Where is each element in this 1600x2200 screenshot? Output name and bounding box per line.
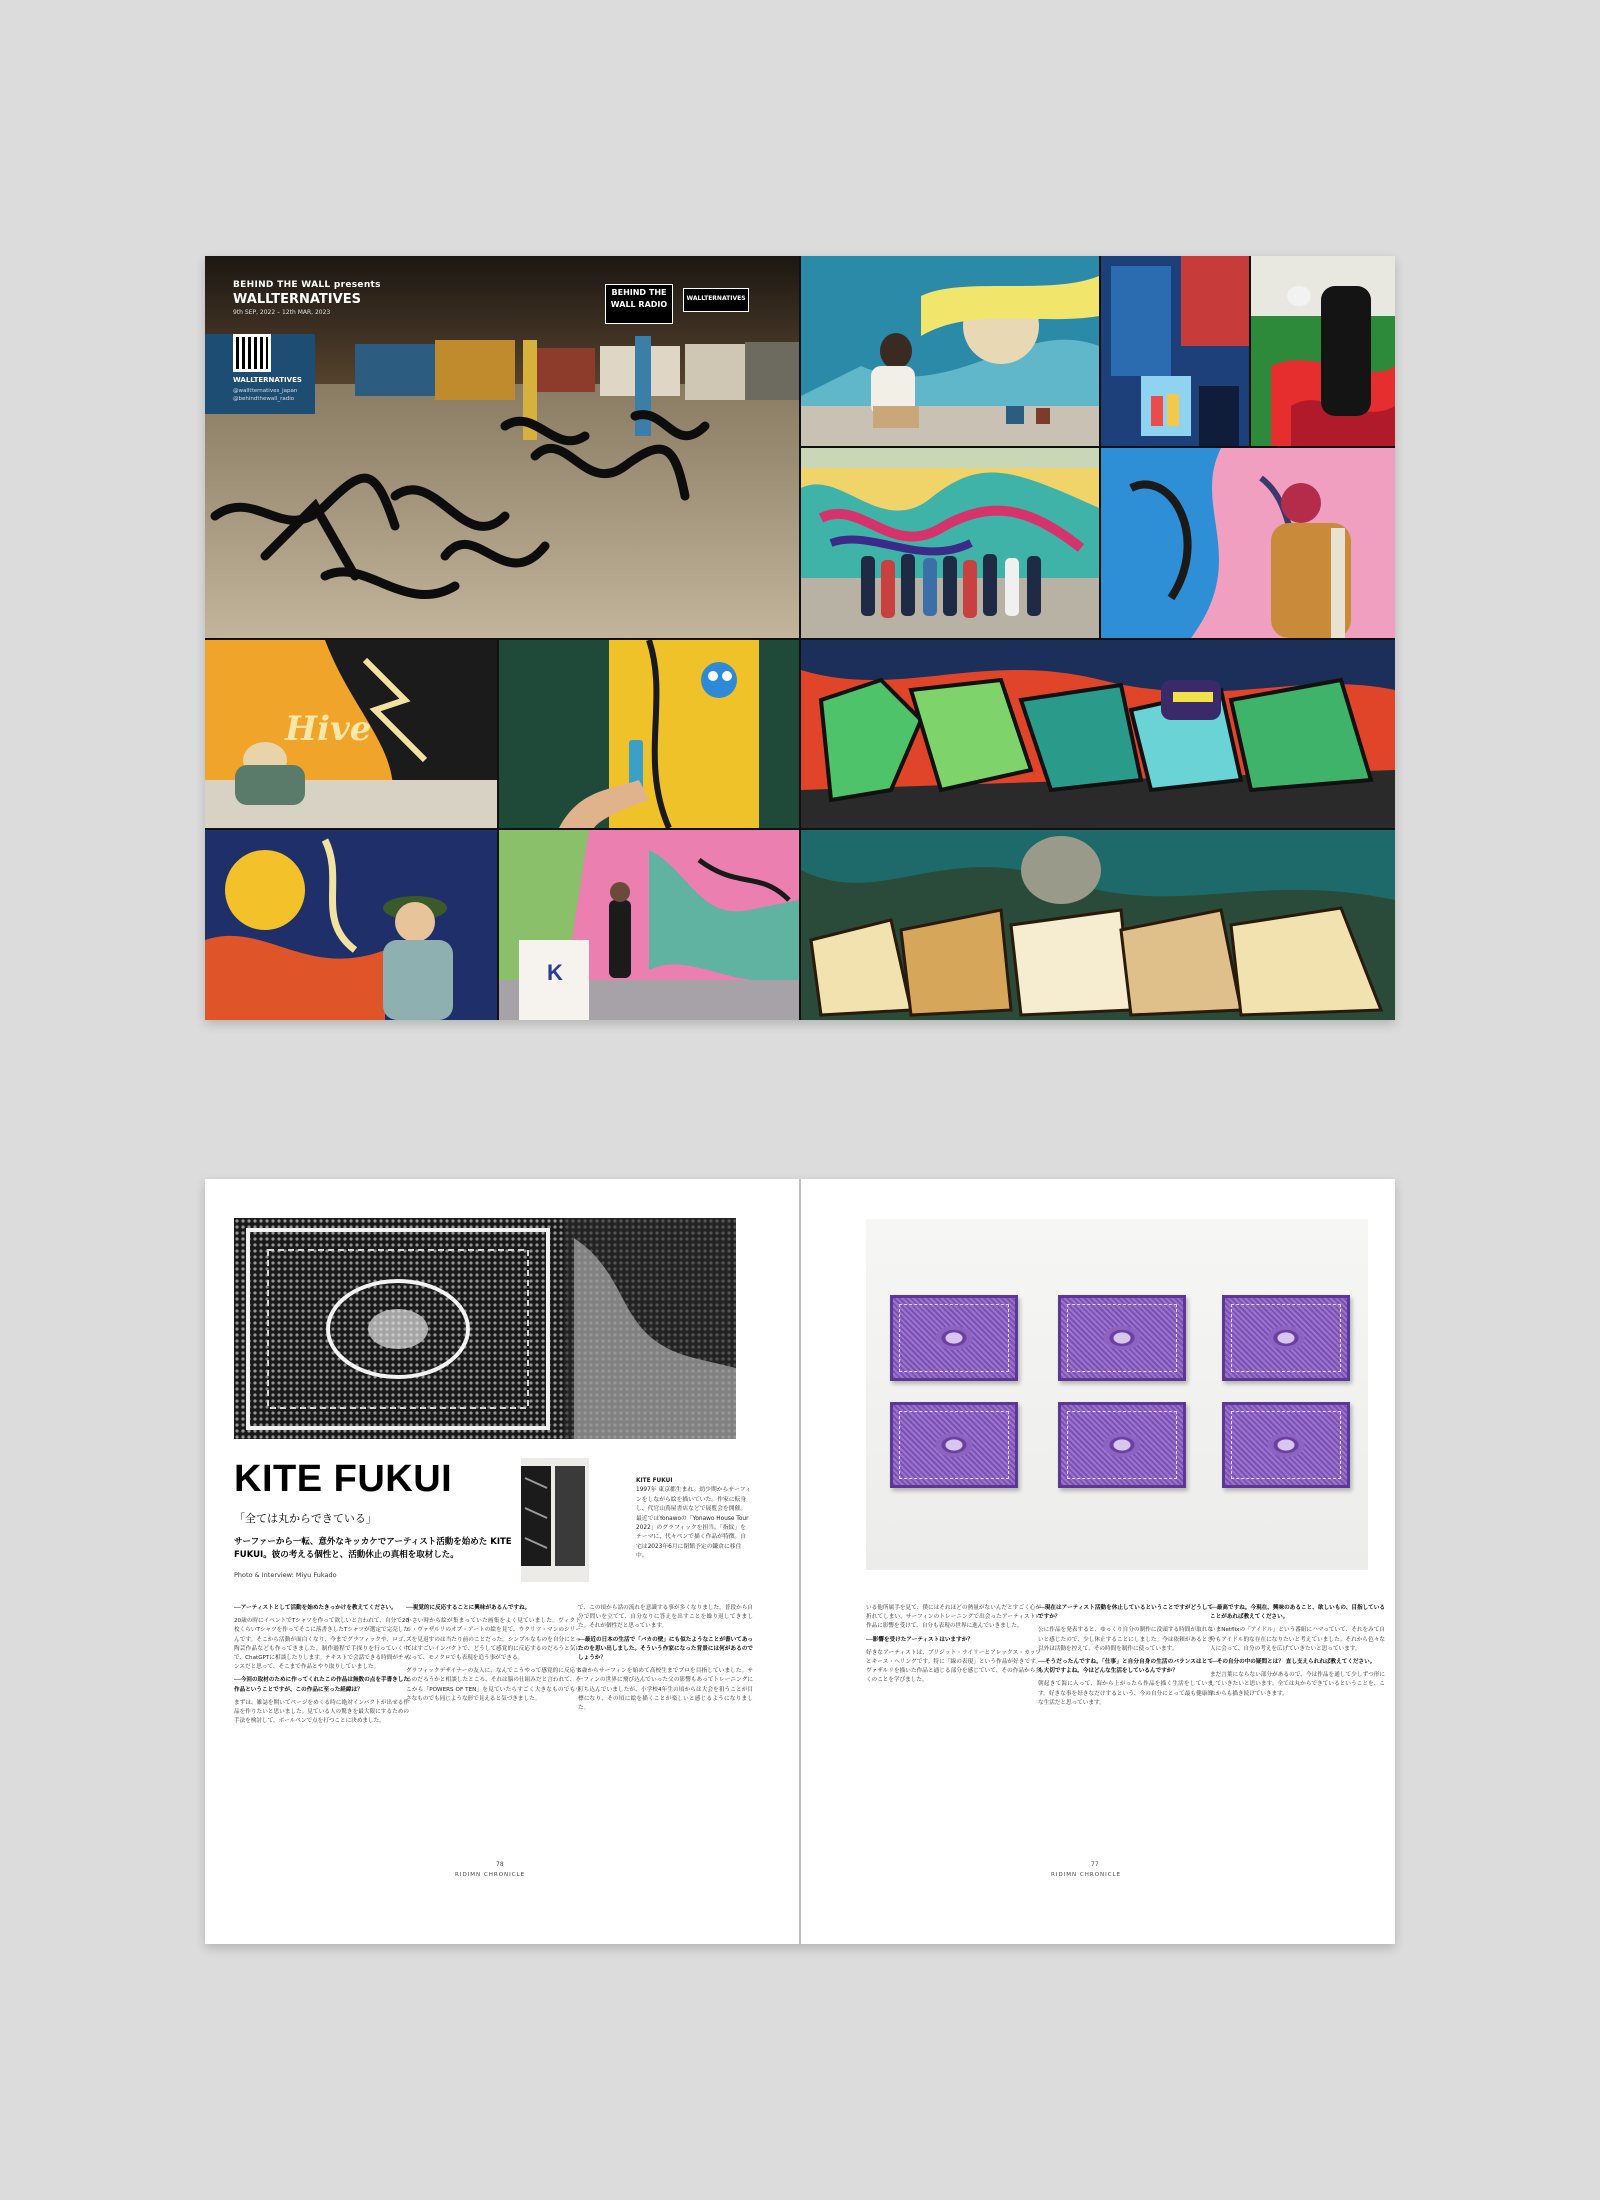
purple-rug-artwork <box>1222 1402 1350 1488</box>
purple-rug-artwork <box>1058 1402 1186 1488</box>
hero-dates: 9th SEP, 2022 – 12th MAR, 2023 <box>233 309 331 316</box>
photo-spray-cans-vertical <box>1101 256 1249 446</box>
photo-graffiti-piece-portrait <box>801 830 1395 1020</box>
photo-graffiti-piece-green <box>801 640 1395 828</box>
handle-1: @walltternatives_japan <box>233 388 298 394</box>
handle-2: @behindthewall_radio <box>233 396 295 402</box>
qr-caption: WALLTERNATIVES <box>233 376 302 384</box>
hero-title: WALLTERNATIVES <box>233 292 361 307</box>
photo-artist-crouching-yellow-wall <box>205 640 497 828</box>
mural-lettering: Hive <box>285 709 372 749</box>
answer: まだ言葉にならない部分があるので、今は作品を通して少しずつ形にしていきたいと思います。全ては丸からできているということを、これからも描き続けていきます。 <box>1210 1672 1385 1697</box>
answer: 公に作品を発表すると、ゆっくり自分の制作に没頭する時間が取れないと感じたので、少し休止することにしました。今は依頼があるとき以外は活動を控えて、その時間を制作に使っています。 <box>1038 1627 1213 1652</box>
answer: いまNetflixの「アイドル」という番組にハマっていて、それをみて自分もアイドル的な存在になりたいと考えていました。それから色々な人に会って、自分の考えを広げていきたいと思っています。 <box>1210 1627 1385 1652</box>
purple-rug-artwork <box>1222 1295 1350 1381</box>
purple-rug-artwork <box>890 1402 1018 1488</box>
hero-presents: BEHIND THE WALL presents <box>233 280 381 290</box>
photo-artist-back-pink-wall <box>1101 448 1395 638</box>
profile-body: 1997年 東京都生まれ。幼少期からサーフィンをしながら絵を描いていた。作家に転身し、代官山蔦屋書店などで展覧会を開催。最近ではYonawoの「Yonawo House Tour 2022」のグラフィックを担当。「指紋」をテーマに、代々ペンで描く作品が特徴。自宅は2023年6月に閉館予定の鎌倉に移住中。 <box>636 1487 751 1560</box>
article-subtitle: 「全ては丸からできている」 <box>234 1512 377 1525</box>
question: ──そうだったんですね。「仕事」と自分自身の生活のバランスはとても大切ですよね。今はどんな生活をしているんですか？ <box>1038 1659 1213 1675</box>
photo-artist-kneeling-mural <box>801 256 1099 446</box>
folio-left: RIDIMN CHRONICLE <box>455 1872 526 1878</box>
answer: 朝起きて海に入って、海から上がったら作品を描く生活をしています。好きな事を好きなだけするという、今の自分にとって最も健康的な生活だと思っています。 <box>1038 1681 1213 1706</box>
article-lede: サーファーから一転、意外なキッカケでアーティスト活動を始めた KITE FUKUI。彼の考える個性と、活動休止の真相を取材した。 <box>234 1537 512 1560</box>
question: ──視覚的に反応することに興味があるんですね。 <box>406 1605 531 1611</box>
photo-artist-green-hat-mural <box>205 830 497 1020</box>
question: ──影響を受けたアーティストはいますか？ <box>866 1636 973 1643</box>
purple-rug-artwork <box>890 1295 1018 1381</box>
behind-the-wall-radio-logo: BEHIND THE WALL RADIO <box>605 284 673 324</box>
profile-name: KITE FUKUI <box>636 1478 673 1484</box>
hero-photo-exhibition-hall <box>205 256 799 638</box>
folio-right: RIDIMN CHRONICLE <box>1051 1872 1122 1878</box>
article-column-4 <box>866 1604 1041 1690</box>
profile-photo <box>521 1458 589 1582</box>
answer: 小さい時から絵が集まっていた画集をよく見ていました。ヴィクトル・ヴァザルリのオプ・アートの絵を見て、ウクリツ・マンのシリーズを見返すのは当たり前のことだった。シンプルなものを自分にとってはすごいインパクトで、どうして感覚的に反応するのだろうと気になって、モノクロでも表現を追う事ができる。 <box>406 1618 581 1662</box>
article-column-3 <box>578 1604 753 1717</box>
spread-gutter <box>799 1179 801 1944</box>
question: ──最近の日本の生活で「バカの壁」にも似たようなことが書いてあったのを思い出しました。そういう作家になった背景には何があるのでしょうか？ <box>578 1636 753 1662</box>
answer: グラフィックデザイナーの友人に、なんでこうやって感覚的に反応するのだろうかと相談したところ、それは脳の仕組みだと言われて、そこから「POWERS OF TEN」を見ていたらすごく大きなものでも小さなものでも同じような形で見えると気づきました。 <box>406 1668 581 1702</box>
halftone-rug-artwork <box>234 1218 736 1439</box>
article-column-6 <box>1210 1604 1385 1703</box>
social-handles <box>233 387 297 403</box>
answer: いる他所属手を見て、僕にはそれほどの熱量がないんだとすごく心が折れてしまい、サーフィンのトレーニングで出会ったアーティストの作品に影響を受けて、自分も表現の世界に進んでいきました。 <box>866 1605 1041 1630</box>
question: ──現在はアーティスト活動を休止しているということですがどうしてですか？ <box>1038 1605 1213 1621</box>
page-number-right: 77 <box>1091 1861 1099 1868</box>
profile-text <box>636 1477 751 1562</box>
answer: 5歳からサーフィンを始めて高校生までプロを目指していました。サーフィンの世界に飛び込んでいった父の影響もあってトレーニングに打ち込んでいましたが、小学校4年生の頃からは大会を狙うことが目標になり、その頃に絵を描くことが楽しいと感じるようになりました。 <box>578 1668 753 1712</box>
magazine-spread-photos <box>205 256 1395 1020</box>
answer: で、この頃から話の流れを意識する事が多くなりました。普段から自分で問いを立てて、自分なりに答えを出すことを繰り返してきました。それが個性だと思っています。 <box>578 1605 753 1630</box>
photo-hand-spray-can <box>499 640 799 828</box>
photo-painting-hand-green <box>1251 256 1395 446</box>
article-column-2 <box>406 1604 581 1708</box>
question: ──今回の取材のために作ってくれたこの作品は無数の点を手書きした作品ということですが、この作品に至った経緯は？ <box>234 1677 409 1693</box>
hero-overlay-text <box>233 280 381 316</box>
question: ──アーティストとして活動を始めたきっかけを教えてください。 <box>234 1605 397 1611</box>
paint-bucket-label: K <box>547 960 563 985</box>
answer: まずは、雑誌を開いてページをめくる時に絶対インパクトが出せる作品を作りたいと思いました。見ている人の驚きを最大限にするための手法を検討して、ボールペンで点を打つことに決めました。 <box>234 1699 409 1725</box>
page-number-left: 78 <box>496 1861 504 1868</box>
answer: 好きなアーティストは、ブリジット・ライリーとアレックス・カッツとキース・ヘリングです。特に「線の表現」という作品が好きです。ヴァザルリを描いた作品と通じる部分を感じていて、その作品から多くのことを学びました。 <box>866 1649 1041 1684</box>
answer: 20歳の時にイベントでTシャツを作って欲しいと言われて、自分で20枚くらいTシャツを作ってそこに落書きしたTシャツが選定で完売したんです。そこから活動が面白くなり、今までグラフィックや、ロゴ、陶芸作品なども作ってきました。制作過程で手探りを行っていく中で、ChatGPTに相談したりします。テキストで会話できる時間がチャンスだと思って、そこまで作品とやり取りしていました。 <box>234 1618 409 1671</box>
article-column-1 <box>234 1604 409 1730</box>
question: ──最高ですね。今現在、興味のあること、欲しいもの、目指していることがあれば教えてください。 <box>1210 1605 1385 1621</box>
question: ──その自分の中の疑問とは？ 直し支えられれば教えてください。 <box>1210 1659 1376 1666</box>
photo-crowd-colorful-mural <box>801 448 1099 638</box>
gallery-photo-purple-rugs <box>866 1219 1368 1570</box>
magazine-spread-article <box>205 1179 1395 1944</box>
wallternatives-logo: WALLTERNATIVES <box>683 288 749 312</box>
photo-credit: Photo & Interview: Miyu Fukado <box>234 1571 337 1579</box>
article-title: KITE FUKUI <box>234 1458 453 1500</box>
article-column-5 <box>1038 1604 1213 1712</box>
photo-artist-painting-pink-room <box>499 830 799 1020</box>
purple-rug-artwork <box>1058 1295 1186 1381</box>
qr-code-icon <box>233 334 271 372</box>
